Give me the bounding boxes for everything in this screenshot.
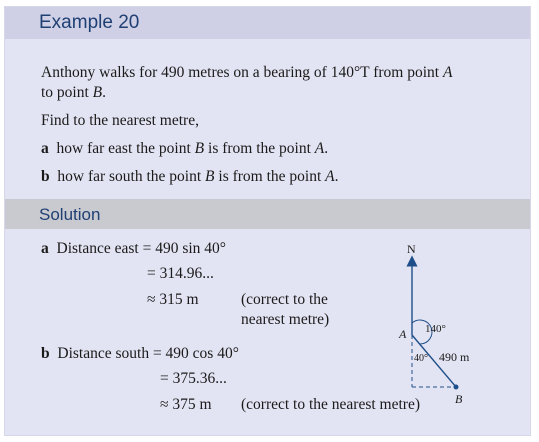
solution-a-line-2: = 314.96... bbox=[147, 265, 214, 282]
solution-b-note: (correct to the nearest metre) bbox=[241, 396, 421, 413]
bearing-diagram bbox=[395, 239, 505, 409]
solution-header bbox=[5, 199, 530, 229]
solution-a-note-2: nearest metre) bbox=[241, 311, 330, 328]
example-card bbox=[4, 6, 531, 436]
bearing-label: 140° bbox=[425, 323, 446, 335]
solution-a-line-1: a Distance east = 490 sin 40° bbox=[41, 240, 226, 257]
solution-b-line-2: = 375.36... bbox=[160, 370, 227, 387]
instruction: Find to the nearest metre, bbox=[41, 112, 199, 129]
solution-title: Solution bbox=[39, 205, 101, 224]
point-b-label: B bbox=[455, 392, 463, 406]
north-label: N bbox=[407, 242, 416, 256]
question-a: a how far east the point B is from the point A. bbox=[41, 140, 329, 157]
problem-line-1: Anthony walks for 490 metres on a bearing of 140°T from point A bbox=[41, 64, 453, 81]
angle-label: 40° bbox=[414, 353, 428, 364]
solution-b-line-1: b Distance south = 490 cos 40° bbox=[41, 345, 239, 362]
example-header bbox=[5, 7, 530, 39]
solution-b-line-3: ≈ 375 m bbox=[160, 396, 212, 413]
example-title: Example 20 bbox=[39, 12, 140, 33]
question-b: b how far south the point B is from the point A. bbox=[41, 168, 339, 185]
distance-label: 490 m bbox=[439, 350, 470, 364]
problem-line-2: to point B. bbox=[41, 84, 107, 101]
point-a-ref: A bbox=[442, 64, 453, 81]
point-b-dot bbox=[454, 385, 459, 390]
solution-a-line-3: ≈ 315 m bbox=[147, 291, 199, 308]
solution-a-note-1: (correct to the bbox=[241, 291, 328, 308]
point-a-label: A bbox=[399, 327, 407, 341]
